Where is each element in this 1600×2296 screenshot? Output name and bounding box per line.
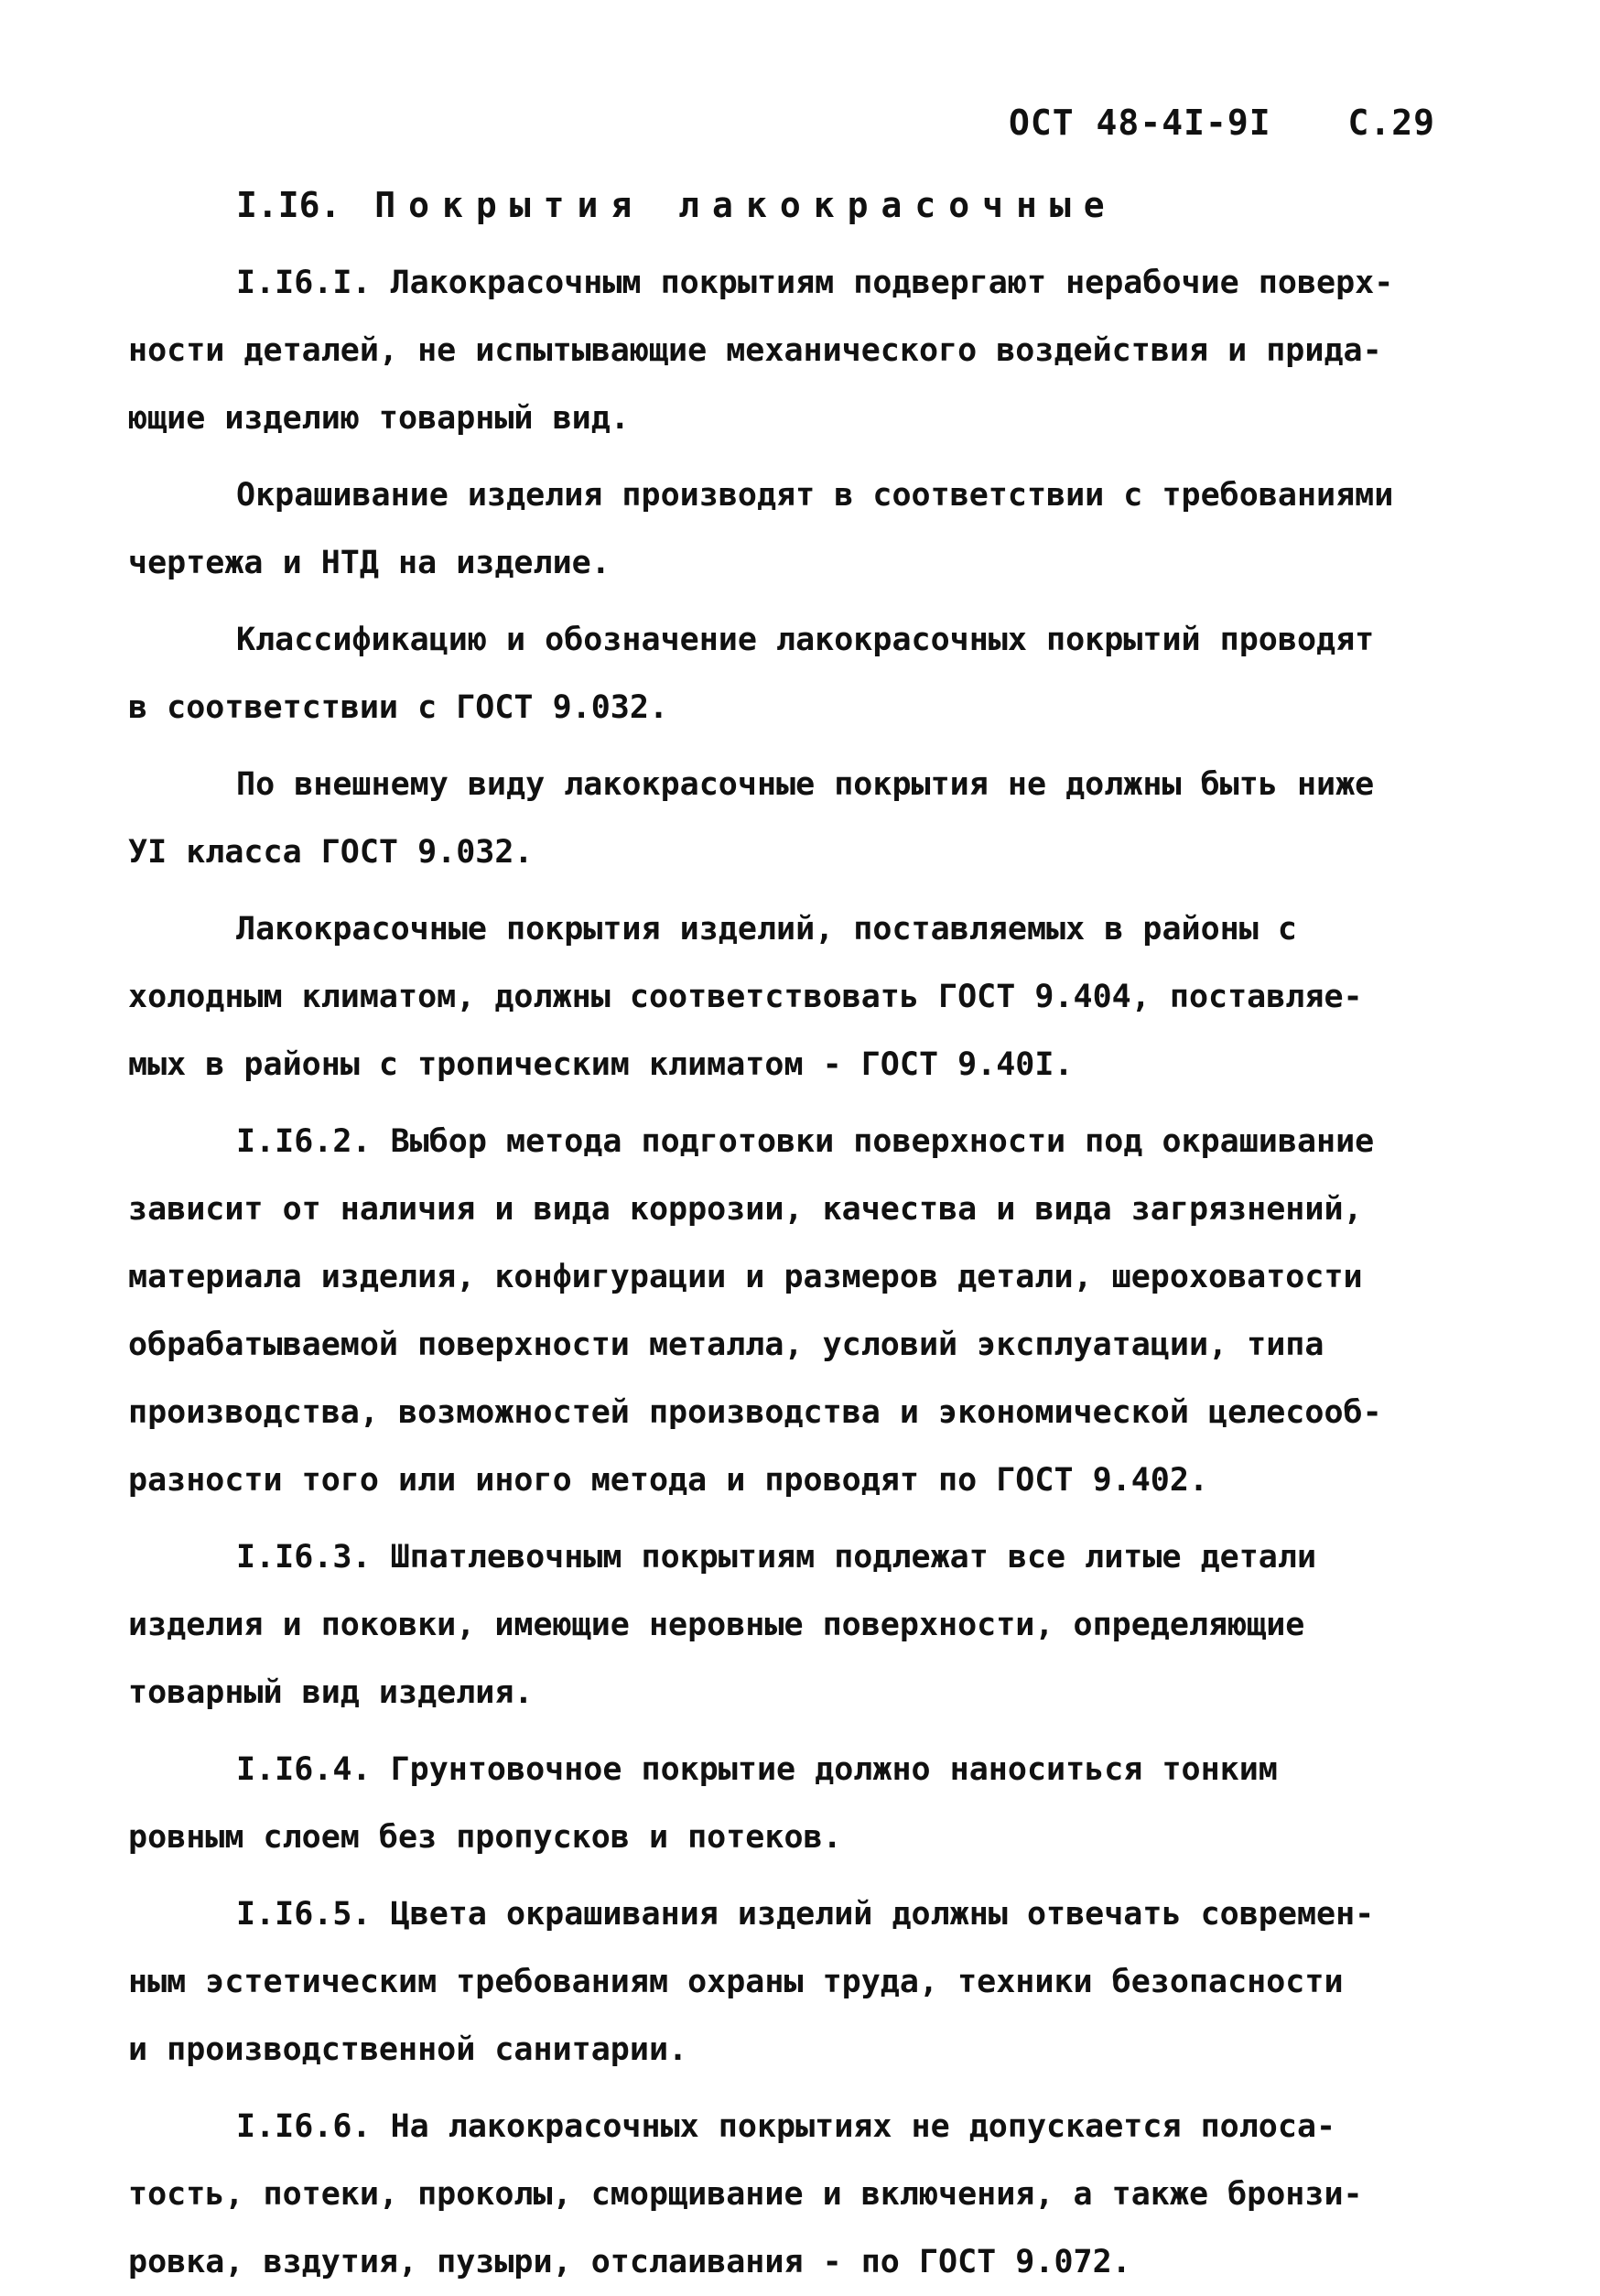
text-line: I.I6.3. Шпатлевочным покрытиям подлежат все литые детали (236, 1539, 1317, 1576)
section-number: I.I6. (236, 185, 341, 225)
paragraph-appearance-class (128, 751, 1501, 886)
text-line: Окрашивание изделия производят в соответствии с требованиями (236, 477, 1394, 514)
paragraph-1-16-5 (128, 1880, 1501, 2084)
text-line: материала изделия, конфигурации и размеров детали, шероховатости (128, 1259, 1363, 1295)
paragraph-1-16-3 (128, 1523, 1501, 1727)
text-line: I.I6.2. Выбор метода подготовки поверхности под окрашивание (236, 1123, 1375, 1160)
text-line: I.I6.5. Цвета окрашивания изделий должны отвечать современ- (236, 1896, 1375, 1933)
text-line: товарный вид изделия. (128, 1674, 534, 1711)
text-line: изделия и поковки, имеющие неровные поверхности, определяющие (128, 1607, 1305, 1643)
text-line: обрабатываемой поверхности металла, условий эксплуатации, типа (128, 1327, 1324, 1363)
text-line: в соответствии с ГОСТ 9.032. (128, 689, 669, 726)
text-line: I.I6.I. Лакокрасочным покрытиям подвергают нерабочие поверх- (236, 265, 1394, 301)
text-line: ровным слоем без пропусков и потеков. (128, 1819, 842, 1856)
text-line: Лакокрасочные покрытия изделий, поставляемых в районы с (236, 911, 1297, 948)
text-line: По внешнему виду лакокрасочные покрытия не должны быть ниже (236, 766, 1375, 803)
text-line: и производственной санитарии. (128, 2031, 688, 2068)
document-body (128, 249, 1501, 2296)
text-line: разности того или иного метода и проводят по ГОСТ 9.402. (128, 1462, 1209, 1499)
text-line: холодным климатом, должны соответствовать ГОСТ 9.404, поставляе- (128, 979, 1363, 1015)
page-number: С.29 (1347, 103, 1435, 143)
text-line: ющие изделию товарный вид. (128, 400, 630, 437)
document-header (1009, 103, 1435, 143)
text-line: тость, потеки, проколы, сморщивание и включения, а также бронзи- (128, 2176, 1363, 2213)
text-line: чертежа и НТД на изделие. (128, 545, 611, 581)
text-line: I.I6.6. На лакокрасочных покрытиях не допускается полоса- (236, 2108, 1336, 2145)
paragraph-1-16-6 (128, 2093, 1501, 2296)
text-line: ным эстетическим требованиям охраны труда, техники безопасности (128, 1964, 1344, 2000)
text-line: УI класса ГОСТ 9.032. (128, 834, 534, 871)
document-number: ОСТ 48-4I-9I (1009, 103, 1271, 143)
text-line: Классификацию и обозначение лакокрасочных покрытий проводят (236, 622, 1375, 658)
section-title: Покрытия лакокрасочные (374, 185, 1118, 225)
text-line: зависит от наличия и вида коррозии, качества и вида загрязнений, (128, 1191, 1363, 1228)
paragraph-climate-regions (128, 895, 1501, 1099)
text-line: мых в районы с тропическим климатом - ГОСТ 9.40I. (128, 1046, 1074, 1083)
paragraph-1-16-4 (128, 1736, 1501, 1871)
text-line: ровка, вздутия, пузыри, отслаивания - по ГОСТ 9.072. (128, 2244, 1131, 2280)
text-line: производства, возможностей производства и экономической целесооб- (128, 1394, 1382, 1431)
paragraph-1-16-2 (128, 1108, 1501, 1514)
paragraph-1-16-1 (128, 249, 1501, 452)
paragraph-classification (128, 606, 1501, 742)
text-line: ности деталей, не испытывающие механического воздействия и прида- (128, 332, 1382, 369)
paragraph-painting-requirements (128, 461, 1501, 597)
text-line: I.I6.4. Грунтовочное покрытие должно наноситься тонким (236, 1751, 1278, 1788)
section-heading (236, 185, 1118, 225)
